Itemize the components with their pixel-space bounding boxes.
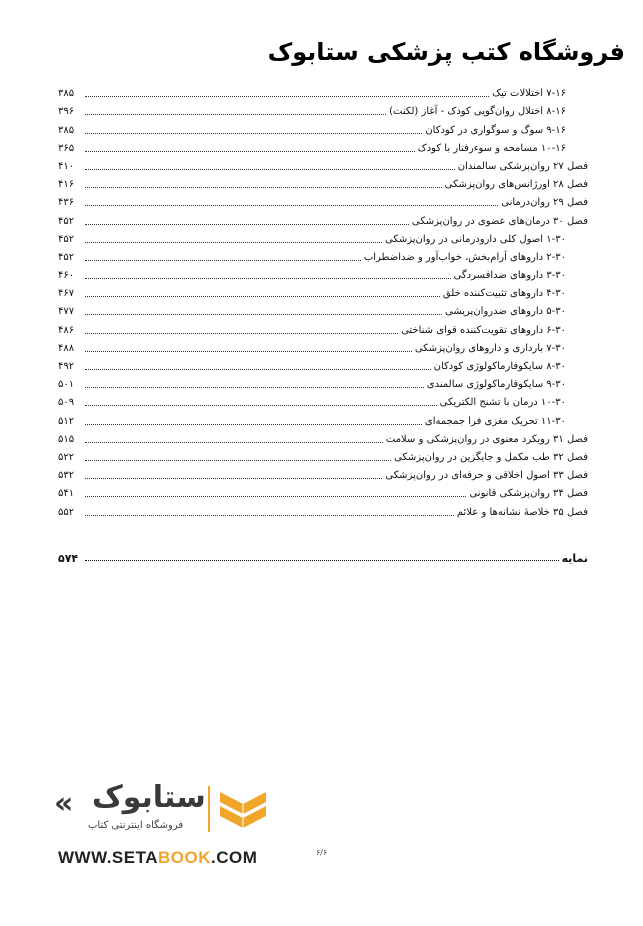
toc-entry-title: ۸-۳۰ سایکوفارماکولوژی کودکان — [433, 361, 566, 372]
toc-row[interactable] — [58, 410, 588, 428]
toc-entry-title: ۴-۳۰ داروهای تثبیت‌کننده خلق — [442, 288, 566, 300]
website-prefix: WWW.SETA — [58, 848, 158, 867]
toc-row[interactable] — [58, 83, 588, 101]
dot-leader — [85, 424, 422, 425]
website-url[interactable] — [58, 848, 257, 868]
dot-leader — [85, 442, 383, 443]
toc-row[interactable] — [58, 138, 588, 156]
toc-entry-title: فصل ۳۳ اصول اخلاقی و حرفه‌ای در روان‌پزشکی — [385, 470, 588, 482]
toc-entry-page: ۳۹۶ — [58, 106, 75, 118]
dot-leader — [85, 515, 454, 516]
toc-entry-page: ۳۶۵ — [58, 142, 75, 154]
logo-divider — [208, 786, 210, 832]
toc-entry-page: ۴۱۰ — [58, 160, 75, 172]
toc-entry-page: ۴۸۸ — [58, 342, 75, 354]
toc-entry-page: ۴۱۶ — [58, 179, 75, 191]
toc-row[interactable] — [58, 210, 588, 228]
toc-entry-page: ۴۶۷ — [58, 288, 75, 300]
dot-leader — [85, 260, 361, 261]
toc-row[interactable] — [58, 319, 588, 337]
toc-entry-title: ۸-۱۶ اختلال روان‌گویی کودک - آغاز (لکنت) — [389, 106, 566, 118]
toc-entry-title: ۱۰-۱۶ مسامحه و سوءرفتار با کودک — [417, 142, 566, 154]
dot-leader — [85, 169, 455, 170]
toc-row[interactable] — [58, 119, 588, 137]
dot-leader — [85, 387, 424, 388]
toc-entry-title: فصل ۲۸ اورژانس‌های روان‌پزشکی — [444, 179, 588, 191]
dot-leader — [85, 560, 559, 561]
toc-entry-page: ۵۲۲ — [58, 451, 75, 463]
open-book-icon — [216, 784, 270, 836]
toc-entry-page: ۵۵۲ — [58, 506, 75, 518]
toc-entry-page: ۵۱۲ — [58, 415, 75, 427]
toc-entry-title: ۷-۳۰ بارداری و داروهای روان‌پزشکی — [414, 342, 566, 354]
toc-entry-title: فصل ۳۵ خلاصهٔ نشانه‌ها و علائم — [456, 506, 588, 518]
website-accent: BOOK — [158, 848, 211, 867]
toc-entry-title: فصل ۳۴ روان‌پزشکی قانونی — [469, 488, 588, 500]
toc-entry-page: ۴۵۲ — [58, 215, 75, 227]
toc-entry-title: ۵-۳۰ داروهای ضدروان‌پریشی — [445, 306, 566, 318]
toc-entry-title: فصل ۳۰ درمان‌های عضوی در روان‌پزشکی — [411, 215, 588, 227]
index-entry[interactable] — [58, 552, 588, 565]
index-page-number: ۵۷۴ — [58, 552, 79, 565]
toc-row[interactable] — [58, 501, 588, 519]
toc-entry-page: ۴۷۷ — [58, 306, 75, 318]
dot-leader — [85, 224, 409, 225]
toc-row[interactable] — [58, 229, 588, 247]
dot-leader — [85, 460, 391, 461]
website-suffix: .COM — [211, 848, 258, 867]
dot-leader — [85, 351, 412, 352]
dot-leader — [85, 151, 415, 152]
toc-entry-page: ۴۵۲ — [58, 251, 75, 263]
toc-row[interactable] — [58, 301, 588, 319]
toc-entry-title: ۹-۱۶ سوگ و سوگواری در کودکان — [425, 124, 566, 136]
toc-entry-title: ۳-۳۰ داروهای ضدافسردگی — [453, 270, 566, 282]
dot-leader — [85, 187, 442, 188]
toc-entry-title: ۹-۳۰ سایکوفارماکولوژی سالمندی — [426, 379, 566, 391]
index-title: نمایه — [561, 552, 588, 565]
toc-entry-page: ۳۸۵ — [58, 124, 75, 136]
toc-entry-title: ۱۰-۳۰ درمان با تشنج الکتریکی — [439, 397, 566, 409]
toc-row[interactable] — [58, 101, 588, 119]
toc-row[interactable] — [58, 392, 588, 410]
dot-leader — [85, 296, 440, 297]
toc-row[interactable] — [58, 192, 588, 210]
toc-entry-page: ۴۸۶ — [58, 324, 75, 336]
table-of-contents — [58, 83, 588, 520]
page-header — [18, 38, 625, 66]
toc-entry-page: ۴۶۰ — [58, 270, 75, 282]
logo-brand-text: ستابوک — [92, 780, 206, 815]
toc-row[interactable] — [58, 447, 588, 465]
toc-entry-page: ۵۴۱ — [58, 488, 75, 500]
dot-leader — [85, 133, 422, 134]
toc-row[interactable] — [58, 156, 588, 174]
dot-leader — [85, 242, 382, 243]
toc-entry-page: ۴۵۲ — [58, 233, 75, 245]
page-number: ۶/۶ — [316, 848, 328, 857]
toc-row[interactable] — [58, 174, 588, 192]
dot-leader — [85, 405, 437, 406]
toc-row[interactable] — [58, 247, 588, 265]
dot-leader — [85, 205, 498, 206]
toc-entry-title: ۶-۳۰ داروهای تقویت‌کننده قوای شناختی — [401, 324, 566, 336]
toc-row[interactable] — [58, 265, 588, 283]
toc-entry-title: فصل ۳۲ طب مکمل و جایگزین در روان‌پزشکی — [394, 451, 588, 463]
logo-tagline: فروشگاه اینترنتی کتاب — [88, 820, 184, 831]
toc-row[interactable] — [58, 283, 588, 301]
toc-entry-title: ۲-۳۰ داروهای آرام‌بخش، خواب‌آور و ضداضطراب — [363, 251, 566, 263]
dot-leader — [85, 96, 489, 97]
toc-entry-title: فصل ۳۱ رویکرد معنوی در روان‌پزشکی و سلامت — [385, 433, 588, 445]
toc-row[interactable] — [58, 465, 588, 483]
dot-leader — [85, 114, 386, 115]
toc-entry-page: ۴۹۲ — [58, 361, 75, 372]
double-chevron-icon: « — [54, 786, 68, 821]
toc-entry-page: ۵۳۲ — [58, 470, 75, 482]
dot-leader — [85, 369, 431, 370]
toc-row[interactable] — [58, 483, 588, 501]
toc-entry-page: ۵۱۵ — [58, 433, 75, 445]
toc-entry-page: ۵۰۹ — [58, 397, 75, 409]
toc-entry-title: فصل ۲۷ روان‌پزشکی سالمندان — [457, 160, 588, 172]
dot-leader — [85, 333, 398, 334]
dot-leader — [85, 278, 451, 279]
toc-entry-page: ۵۰۱ — [58, 379, 75, 391]
toc-row[interactable] — [58, 429, 588, 447]
dot-leader — [85, 478, 382, 479]
toc-entry-page: ۳۸۵ — [58, 88, 75, 100]
store-title: فروشگاه کتب پزشکی ستابوک — [267, 38, 625, 66]
setabook-logo — [54, 780, 284, 840]
toc-entry-title: ۷-۱۶ اختلالات تیک — [492, 88, 566, 100]
toc-entry-title: فصل ۲۹ روان‌درمانی — [501, 197, 588, 209]
toc-row[interactable] — [58, 374, 588, 392]
dot-leader — [85, 496, 466, 497]
toc-entry-page: ۴۳۶ — [58, 197, 75, 209]
toc-row[interactable] — [58, 356, 588, 374]
toc-entry-title: ۱-۳۰ اصول کلی دارودرمانی در روان‌پزشکی — [384, 233, 566, 245]
toc-entry-title: ۱۱-۳۰ تحریک مغزی فرا جمجمه‌ای — [424, 415, 566, 427]
toc-row[interactable] — [58, 338, 588, 356]
dot-leader — [85, 314, 442, 315]
